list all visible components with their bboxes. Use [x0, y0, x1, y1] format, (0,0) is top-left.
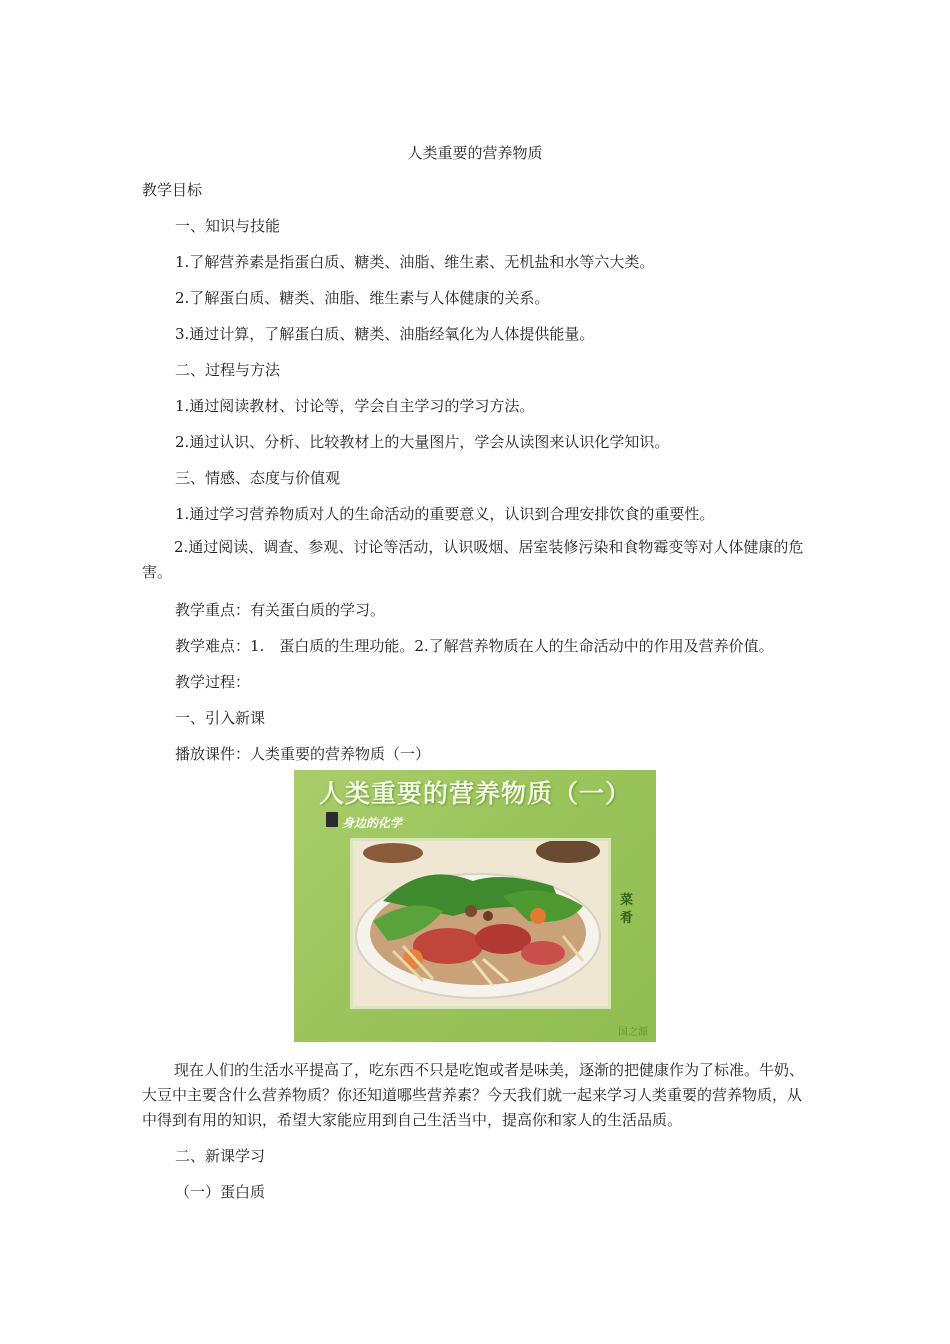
slide-corner-watermark: 国之源	[618, 1027, 648, 1038]
hotpot-dish-illustration	[353, 841, 608, 1006]
process-item-1: 1.通过阅读教材、讨论等，学会自主学习的学习方法。	[175, 397, 535, 415]
emotion-item-1: 1.通过学习营养物质对人的生命活动的重要意义，认识到合理安排饮食的重要性。	[175, 505, 715, 523]
knowledge-item-1: 1.了解营养素是指蛋白质、糖类、油脂、维生素、无机盐和水等六大类。	[175, 253, 655, 271]
heading-protein: （一）蛋白质	[175, 1183, 266, 1201]
teaching-key-point: 教学重点：有关蛋白质的学习。	[175, 601, 386, 619]
slide-subtitle: 身边的化学	[342, 816, 403, 830]
emotion-item-2: 2.通过阅读、调查、参观、讨论等活动，认识吸烟、居室装修污染和食物霉变等对人体健康的危害。	[142, 538, 804, 581]
teaching-difficulty: 教学难点：1. 蛋白质的生理功能。2.了解营养物质在人的生命活动中的作用及营养价值。	[175, 637, 774, 655]
section-goals-heading: 教学目标	[142, 181, 203, 199]
courseware-slide-image	[294, 770, 656, 1042]
heading-new-lesson: 二、新课学习	[175, 1147, 266, 1165]
dish-label: 菜肴	[620, 893, 634, 926]
page-title: 人类重要的营养物质	[407, 144, 543, 162]
heading-intro-lesson: 一、引入新课	[175, 709, 266, 727]
teaching-procedure-label: 教学过程：	[175, 673, 251, 691]
slide-title: 人类重要的营养物质（一）	[318, 779, 631, 808]
heading-knowledge-skills: 一、知识与技能	[175, 217, 281, 235]
knowledge-item-2: 2.了解蛋白质、糖类、油脂、维生素与人体健康的关系。	[175, 289, 550, 307]
knowledge-item-3: 3.通过计算，了解蛋白质、糖类、油脂经氧化为人体提供能量。	[175, 325, 595, 343]
book-icon	[326, 812, 338, 827]
heading-process-method: 二、过程与方法	[175, 361, 281, 379]
heading-emotion-values: 三、情感、态度与价值观	[175, 469, 341, 487]
process-item-2: 2.通过认识、分析、比较教材上的大量图片，学会从读图来认识化学知识。	[175, 433, 670, 451]
hotpot-photo	[350, 838, 611, 1009]
intro-paragraph: 现在人们的生活水平提高了，吃东西不只是吃饱或者是味美，逐渐的把健康作为了标准。牛奶、大豆中主要含什么营养物质？你还知道哪些营养素？今天我们就一起来学习人类重要的营养物质，从中得到有用的知识，希望大家能应用到自己生活当中，提高你和家人的生活品质。	[142, 1061, 805, 1129]
play-courseware-line: 播放课件：人类重要的营养物质（一）	[175, 745, 431, 763]
